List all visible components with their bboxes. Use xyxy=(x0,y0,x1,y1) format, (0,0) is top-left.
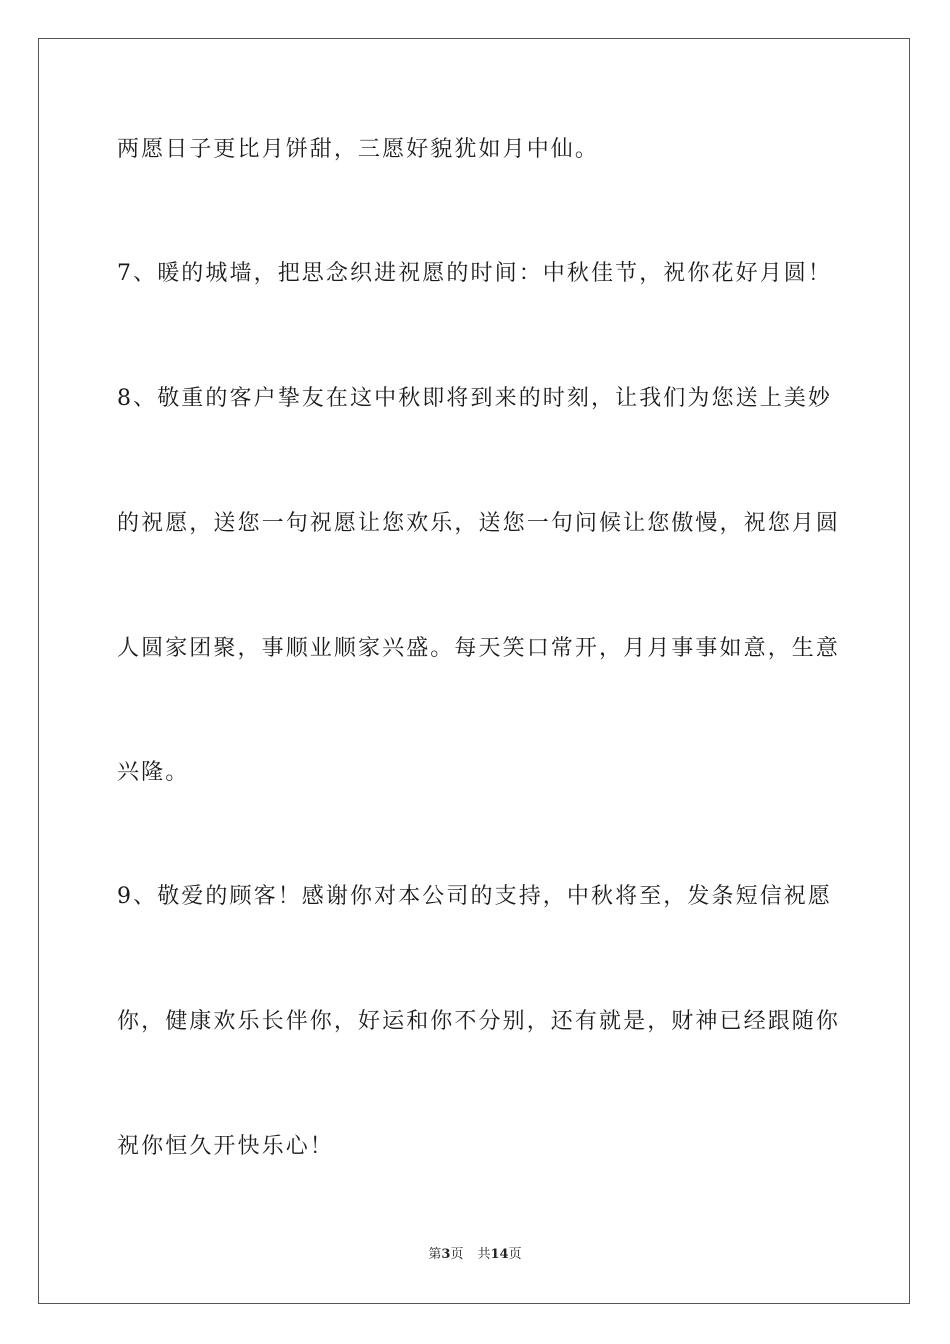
page-footer xyxy=(0,1246,950,1264)
text-line-8: 你，健康欢乐长伴你，好运和你不分别，还有就是，财神已经跟随你 xyxy=(117,1009,841,1034)
page-suffix: 页 xyxy=(450,1247,464,1262)
page-number: 3 xyxy=(441,1247,451,1262)
total-suffix: 页 xyxy=(508,1247,522,1262)
text-line-7: 9、敬爱的顾客！感谢你对本公司的支持，中秋将至，发条短信祝愿 xyxy=(117,884,832,909)
text-line-9: 祝你恒久开快乐心！ xyxy=(117,1134,334,1159)
text-line-1: 两愿日子更比月饼甜，三愿好貌犹如月中仙。 xyxy=(117,137,600,162)
text-line-2: 7、暖的城墙，把思念织进祝愿的时间：中秋佳节，祝你花好月圆！ xyxy=(117,261,832,286)
text-line-5: 人圆家团聚，事顺业顺家兴盛。每天笑口常开，月月事事如意，生意 xyxy=(117,636,841,661)
text-line-3: 8、敬重的客户挚友在这中秋即将到来的时刻，让我们为您送上美妙 xyxy=(117,386,832,411)
page-prefix: 第 xyxy=(428,1247,442,1262)
page-border xyxy=(38,38,910,1304)
total-pages: 14 xyxy=(490,1247,509,1262)
text-line-4: 的祝愿，送您一句祝愿让您欢乐，送您一句问候让您傲慢，祝您月圆 xyxy=(117,511,841,536)
text-line-6: 兴隆。 xyxy=(117,760,190,785)
total-prefix: 共 xyxy=(477,1247,491,1262)
